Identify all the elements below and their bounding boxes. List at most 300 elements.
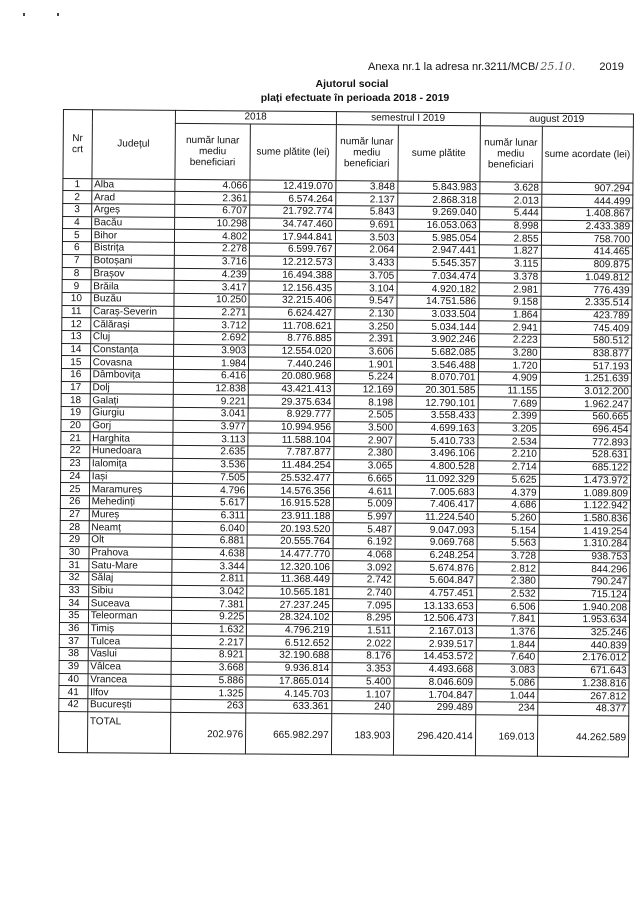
- row-2018-sume: 12.320.106: [247, 560, 333, 573]
- row-2018-beneficiari: 263: [170, 699, 246, 712]
- row-2018-beneficiari: 1.632: [171, 623, 247, 636]
- row-2018-beneficiari: 3.716: [174, 255, 250, 268]
- row-aug-sume: 1.049.812: [541, 271, 633, 284]
- row-judet: Călărași: [90, 318, 173, 331]
- row-aug-sume: 2.176.012: [538, 651, 630, 664]
- row-sem1-beneficiari: 6.665: [333, 472, 395, 485]
- row-2018-sume: 10.994.956: [248, 421, 334, 434]
- row-aug-sume: 414.465: [541, 245, 633, 258]
- row-sem1-sume: 20.301.585: [396, 384, 478, 397]
- row-judet: Prahova: [89, 546, 172, 559]
- row-nr: 38: [59, 648, 88, 661]
- row-2018-beneficiari: 4.066: [175, 179, 251, 192]
- row-judet: Timiș: [88, 622, 171, 635]
- title-line-2: plați efectuate în perioada 2018 - 2019: [260, 92, 450, 104]
- row-sem1-beneficiari: 2.505: [334, 409, 396, 422]
- row-sem1-sume: 2.939.517: [394, 638, 476, 651]
- row-sem1-beneficiari: 3.065: [333, 459, 395, 472]
- header-2018-beneficiari: număr lunar mediu beneficiari: [175, 123, 251, 180]
- row-judet: Cluj: [90, 331, 173, 344]
- row-2018-beneficiari: 2.635: [172, 445, 248, 458]
- row-nr: 35: [59, 610, 88, 623]
- row-sem1-sume: 4.699.163: [396, 422, 478, 435]
- row-2018-sume: 7.440.246: [249, 357, 335, 370]
- row-2018-beneficiari: 4.802: [174, 230, 250, 243]
- row-sem1-beneficiari: 5.400: [332, 675, 394, 688]
- total-2018-beneficiari: 202.976: [170, 712, 246, 754]
- row-2018-beneficiari: 10.298: [174, 217, 250, 230]
- row-2018-sume: 12.419.070: [250, 180, 336, 193]
- row-sem1-sume: 4.920.182: [397, 282, 479, 295]
- row-sem1-beneficiari: 2.130: [334, 307, 396, 320]
- row-2018-sume: 6.624.427: [249, 307, 335, 320]
- total-sem1-sume: 296.420.414: [393, 714, 475, 756]
- row-2018-beneficiari: 7.505: [172, 471, 248, 484]
- row-judet: Ialomița: [89, 458, 172, 471]
- row-aug-sume: 444.499: [541, 195, 633, 208]
- row-sem1-sume: 3.558.433: [396, 409, 478, 422]
- row-sem1-beneficiari: 3.848: [335, 180, 397, 193]
- row-judet: Harghita: [90, 432, 173, 445]
- total-label: TOTAL: [87, 711, 170, 753]
- row-aug-sume: 1.238.816: [538, 677, 630, 690]
- row-2018-sume: 11.368.449: [247, 573, 333, 586]
- row-judet: Teleorman: [88, 610, 171, 623]
- row-sem1-beneficiari: 5.224: [334, 371, 396, 384]
- row-sem1-sume: 4.757.451: [394, 587, 476, 600]
- annex-reference: [368, 60, 624, 73]
- row-2018-beneficiari: 2.271: [174, 306, 250, 319]
- row-2018-beneficiari: 4.638: [172, 547, 248, 560]
- row-judet: Dâmbovița: [90, 369, 173, 382]
- row-nr: 22: [61, 445, 90, 458]
- header-sem1-sume: sume plătite: [397, 125, 480, 182]
- row-2018-sume: 8.929.777: [248, 408, 334, 421]
- row-2018-beneficiari: 1.325: [171, 687, 247, 700]
- annex-year: 2019: [599, 61, 624, 73]
- row-judet: București: [87, 699, 170, 712]
- row-judet: Tulcea: [88, 635, 171, 648]
- header-group-2018: 2018: [175, 110, 336, 124]
- row-aug-beneficiari: 5.625: [477, 473, 539, 486]
- row-nr: 29: [60, 533, 89, 546]
- row-aug-beneficiari: 5.086: [476, 676, 538, 689]
- row-2018-beneficiari: 3.668: [171, 661, 247, 674]
- row-2018-beneficiari: 6.311: [172, 509, 248, 522]
- row-2018-sume: 6.512.652: [246, 636, 332, 649]
- row-judet: Brăila: [91, 280, 174, 293]
- row-aug-beneficiari: 1.844: [476, 638, 538, 651]
- row-aug-beneficiari: 3.205: [478, 423, 540, 436]
- total-aug-beneficiari: 169.013: [475, 714, 537, 755]
- row-nr: 37: [59, 635, 88, 648]
- row-nr: 3: [63, 204, 92, 217]
- row-nr: 18: [61, 394, 90, 407]
- row-2018-sume: 12.212.573: [249, 256, 335, 269]
- row-judet: Ilfov: [88, 686, 171, 699]
- row-aug-sume: 325.246: [538, 626, 630, 639]
- row-judet: Buzău: [91, 293, 174, 306]
- row-sem1-sume: 16.053.063: [397, 219, 479, 232]
- row-sem1-beneficiari: 8.295: [332, 612, 394, 625]
- row-aug-sume: 560.665: [540, 410, 632, 423]
- row-nr: 25: [60, 483, 89, 496]
- row-judet: Galați: [90, 394, 173, 407]
- row-aug-beneficiari: 234: [475, 702, 537, 715]
- row-sem1-beneficiari: 3.092: [332, 561, 394, 574]
- row-aug-sume: 1.580.836: [539, 512, 631, 525]
- row-2018-beneficiari: 3.041: [173, 407, 249, 420]
- row-aug-beneficiari: 2.941: [478, 321, 540, 334]
- row-nr: 24: [61, 470, 90, 483]
- row-nr: 1: [63, 178, 92, 191]
- row-judet: Covasna: [90, 356, 173, 369]
- row-judet: Botoșani: [91, 255, 174, 268]
- handwritten-date: 25.10.: [540, 60, 576, 73]
- row-aug-sume: 715.124: [538, 588, 630, 601]
- row-nr: 17: [61, 381, 90, 394]
- row-aug-sume: 423.789: [540, 309, 632, 322]
- row-2018-sume: 10.565.181: [247, 586, 333, 599]
- row-sem1-sume: 2.868.318: [397, 194, 479, 207]
- row-sem1-beneficiari: 3.503: [335, 231, 397, 244]
- row-sem1-beneficiari: 9.691: [335, 218, 397, 231]
- row-sem1-sume: 12.790.101: [396, 396, 478, 409]
- row-nr: 12: [62, 318, 91, 331]
- row-nr: 26: [60, 495, 89, 508]
- row-aug-beneficiari: 3.628: [479, 181, 541, 194]
- row-2018-sume: 12.554.020: [249, 345, 335, 358]
- row-aug-sume: 1.419.254: [539, 524, 631, 537]
- row-2018-sume: 4.145.703: [246, 687, 332, 700]
- row-aug-sume: 790.247: [538, 575, 630, 588]
- row-2018-beneficiari: 5.886: [171, 674, 247, 687]
- row-2018-sume: 23.911.188: [247, 510, 333, 523]
- row-2018-sume: 20.555.764: [247, 535, 333, 548]
- row-sem1-beneficiari: 1.511: [332, 624, 394, 637]
- row-sem1-beneficiari: 3.104: [335, 282, 397, 295]
- row-sem1-beneficiari: 3.500: [334, 421, 396, 434]
- row-sem1-sume: 4.493.668: [394, 663, 476, 676]
- row-aug-beneficiari: 5.260: [477, 511, 539, 524]
- row-sem1-sume: 3.033.504: [396, 308, 478, 321]
- scan-speck: [57, 13, 59, 16]
- row-sem1-beneficiari: 2.391: [334, 333, 396, 346]
- row-judet: Giurgiu: [90, 407, 173, 420]
- row-sem1-beneficiari: 1.107: [331, 688, 393, 701]
- row-sem1-beneficiari: 4.611: [333, 485, 395, 498]
- row-aug-sume: 267.812: [537, 689, 629, 702]
- row-aug-beneficiari: 3.378: [479, 270, 541, 283]
- row-2018-sume: 27.237.245: [247, 598, 333, 611]
- row-judet: Vâlcea: [88, 661, 171, 674]
- row-sem1-sume: 14.453.572: [394, 650, 476, 663]
- row-aug-sume: 517.193: [540, 360, 632, 373]
- row-sem1-beneficiari: 7.095: [332, 599, 394, 612]
- row-sem1-beneficiari: 5.009: [333, 498, 395, 511]
- row-2018-beneficiari: 2.278: [174, 243, 250, 256]
- row-aug-sume: 745.409: [540, 322, 632, 335]
- row-judet: Mureș: [89, 508, 172, 521]
- row-sem1-sume: 7.406.417: [395, 498, 477, 511]
- row-aug-beneficiari: 2.812: [476, 562, 538, 575]
- row-sem1-sume: 7.034.474: [397, 270, 479, 283]
- row-2018-beneficiari: 6.707: [174, 204, 250, 217]
- row-sem1-beneficiari: 2.137: [335, 193, 397, 206]
- row-judet: Bistrița: [91, 242, 174, 255]
- row-sem1-sume: 9.069.768: [395, 536, 477, 549]
- row-aug-sume: 844.296: [538, 563, 630, 576]
- row-nr: 13: [62, 330, 91, 343]
- row-aug-beneficiari: 2.210: [477, 448, 539, 461]
- row-2018-beneficiari: 6.040: [172, 522, 248, 535]
- title-line-1: Ajutorul social: [315, 78, 389, 90]
- row-2018-beneficiari: 7.381: [171, 598, 247, 611]
- row-aug-beneficiari: 2.532: [476, 587, 538, 600]
- row-sem1-beneficiari: 240: [331, 701, 393, 714]
- row-sem1-sume: 12.506.473: [394, 612, 476, 625]
- row-2018-sume: 17.944.841: [250, 230, 336, 243]
- row-aug-beneficiari: 2.380: [476, 575, 538, 588]
- row-sem1-beneficiari: 5.487: [333, 523, 395, 536]
- row-sem1-sume: 8.070.701: [396, 371, 478, 384]
- row-nr: 9: [62, 280, 91, 293]
- row-nr: 33: [60, 584, 89, 597]
- row-2018-beneficiari: 2.361: [174, 192, 250, 205]
- row-sem1-sume: 5.682.085: [396, 346, 478, 359]
- row-sem1-beneficiari: 2.907: [333, 434, 395, 447]
- row-aug-sume: 528.631: [539, 448, 631, 461]
- row-2018-beneficiari: 3.536: [172, 458, 248, 471]
- row-aug-beneficiari: 2.399: [478, 410, 540, 423]
- row-2018-sume: 20.080.968: [249, 370, 335, 383]
- row-nr: 15: [61, 356, 90, 369]
- row-nr: 23: [61, 457, 90, 470]
- row-judet: Satu-Mare: [89, 559, 172, 572]
- row-judet: Vaslui: [88, 648, 171, 661]
- total-nr: [58, 711, 87, 752]
- row-aug-beneficiari: 7.689: [478, 397, 540, 410]
- row-sem1-beneficiari: 3.353: [332, 662, 394, 675]
- row-aug-sume: 772.893: [539, 436, 631, 449]
- row-2018-beneficiari: 2.692: [173, 331, 249, 344]
- row-aug-beneficiari: 1.827: [479, 245, 541, 258]
- row-2018-beneficiari: 3.344: [172, 560, 248, 573]
- row-aug-sume: 1.251.639: [540, 372, 632, 385]
- scan-speck: [23, 13, 25, 16]
- row-sem1-beneficiari: 3.250: [334, 320, 396, 333]
- row-sem1-sume: 5.674.876: [394, 561, 476, 574]
- row-sem1-sume: 2.947.441: [397, 244, 479, 257]
- row-aug-beneficiari: 7.841: [476, 613, 538, 626]
- document-title: [0, 77, 634, 105]
- payments-table: [58, 109, 634, 757]
- header-group-aug-2019: august 2019: [480, 113, 633, 127]
- row-nr: 28: [60, 521, 89, 534]
- row-aug-sume: 907.294: [541, 182, 633, 195]
- row-aug-sume: 580.512: [540, 334, 632, 347]
- row-sem1-sume: 14.751.586: [396, 295, 478, 308]
- row-2018-sume: 9.936.814: [246, 662, 332, 675]
- row-aug-beneficiari: 9.158: [479, 296, 541, 309]
- header-sem1-beneficiari: număr lunar mediu beneficiari: [336, 124, 398, 180]
- row-sem1-beneficiari: 2.022: [332, 637, 394, 650]
- row-nr: 39: [59, 660, 88, 673]
- row-nr: 8: [62, 267, 91, 280]
- row-sem1-beneficiari: 8.198: [334, 396, 396, 409]
- row-nr: 30: [60, 546, 89, 559]
- row-2018-beneficiari: 3.903: [173, 344, 249, 357]
- row-aug-sume: 2.433.389: [541, 220, 633, 233]
- row-2018-beneficiari: 8.921: [171, 648, 247, 661]
- row-aug-beneficiari: 2.534: [477, 435, 539, 448]
- row-sem1-beneficiari: 9.547: [335, 295, 397, 308]
- row-judet: Iași: [89, 470, 172, 483]
- row-judet: Gorj: [90, 419, 173, 432]
- row-aug-sume: 671.643: [538, 664, 630, 677]
- header-group-sem1-2019: semestrul I 2019: [336, 112, 480, 126]
- row-2018-beneficiari: 4.239: [174, 268, 250, 281]
- row-2018-sume: 17.865.014: [246, 674, 332, 687]
- row-sem1-sume: 3.496.106: [395, 447, 477, 460]
- row-aug-beneficiari: 2.013: [479, 194, 541, 207]
- row-aug-sume: 1.962.247: [540, 398, 632, 411]
- row-aug-sume: 1.122.942: [539, 499, 631, 512]
- row-2018-sume: 43.421.413: [248, 383, 334, 396]
- total-2018-sume: 665.982.297: [246, 713, 332, 755]
- row-2018-sume: 633.361: [246, 700, 332, 713]
- row-aug-beneficiari: 5.154: [477, 524, 539, 537]
- row-sem1-beneficiari: 1.901: [334, 358, 396, 371]
- row-2018-sume: 8.776.885: [249, 332, 335, 345]
- row-nr: 40: [59, 673, 88, 686]
- row-sem1-sume: 2.167.013: [394, 625, 476, 638]
- row-aug-sume: 48.377: [537, 702, 629, 715]
- row-sem1-sume: 7.005.683: [395, 485, 477, 498]
- row-sem1-sume: 1.704.847: [393, 688, 475, 701]
- row-2018-sume: 6.599.767: [250, 243, 336, 256]
- row-nr: 10: [62, 292, 91, 305]
- row-aug-sume: 938.753: [538, 550, 630, 563]
- row-sem1-sume: 5.985.054: [397, 232, 479, 245]
- row-2018-sume: 32.190.688: [246, 649, 332, 662]
- row-aug-beneficiari: 5.563: [477, 537, 539, 550]
- row-2018-beneficiari: 5.617: [172, 496, 248, 509]
- row-nr: 2: [63, 191, 92, 204]
- row-nr: 4: [63, 216, 92, 229]
- row-aug-beneficiari: 3.728: [477, 549, 539, 562]
- row-nr: 16: [61, 368, 90, 381]
- row-sem1-sume: 5.604.847: [394, 574, 476, 587]
- row-judet: Constanța: [90, 343, 173, 356]
- row-aug-beneficiari: 6.506: [476, 600, 538, 613]
- row-aug-beneficiari: 2.855: [479, 232, 541, 245]
- row-aug-sume: 1.408.867: [541, 207, 633, 220]
- row-sem1-sume: 3.902.246: [396, 333, 478, 346]
- total-row: [58, 711, 628, 756]
- row-aug-sume: 1.473.972: [539, 474, 631, 487]
- row-judet: Mehedinți: [89, 496, 172, 509]
- row-2018-beneficiari: 12.838: [173, 382, 249, 395]
- row-nr: 31: [60, 559, 89, 572]
- row-sem1-beneficiari: 3.433: [335, 256, 397, 269]
- row-2018-beneficiari: 3.977: [173, 420, 249, 433]
- row-sem1-beneficiari: 2.742: [332, 574, 394, 587]
- row-aug-beneficiari: 1.720: [478, 359, 540, 372]
- row-nr: 42: [59, 698, 88, 711]
- total-sem1-beneficiari: 183.903: [331, 713, 393, 754]
- row-sem1-beneficiari: 2.740: [332, 586, 394, 599]
- row-judet: Neamț: [89, 521, 172, 534]
- row-nr: 14: [62, 343, 91, 356]
- row-sem1-beneficiari: 5.997: [333, 510, 395, 523]
- row-aug-beneficiari: 1.376: [476, 626, 538, 639]
- row-nr: 6: [62, 242, 91, 255]
- row-2018-sume: 4.796.219: [247, 624, 333, 637]
- row-judet: Sălaj: [88, 572, 171, 585]
- row-aug-beneficiari: 2.981: [479, 283, 541, 296]
- row-nr: 21: [61, 432, 90, 445]
- row-2018-sume: 11.708.621: [249, 319, 335, 332]
- row-aug-beneficiari: 11.155: [478, 384, 540, 397]
- row-2018-sume: 21.792.774: [250, 205, 336, 218]
- row-sem1-beneficiari: 2.380: [333, 447, 395, 460]
- row-sem1-sume: 4.800.528: [395, 460, 477, 473]
- row-nr: 36: [59, 622, 88, 635]
- header-2018-sume: sume plătite (lei): [250, 124, 336, 181]
- row-2018-beneficiari: 1.984: [173, 357, 249, 370]
- row-2018-sume: 6.574.264: [250, 192, 336, 205]
- row-judet: Hunedoara: [89, 445, 172, 458]
- row-sem1-beneficiari: 2.064: [335, 244, 397, 257]
- row-2018-beneficiari: 9.225: [171, 610, 247, 623]
- row-sem1-sume: 13.133.653: [394, 599, 476, 612]
- row-sem1-sume: 299.489: [393, 701, 475, 714]
- header-nr-crt: Nr crt: [63, 110, 92, 179]
- row-2018-sume: 29.375.634: [248, 395, 334, 408]
- row-aug-beneficiari: 4.379: [477, 486, 539, 499]
- row-aug-sume: 1.953.634: [538, 613, 630, 626]
- total-aug-sume: 44.262.589: [537, 715, 629, 757]
- row-2018-sume: 7.787.877: [248, 446, 334, 459]
- row-aug-sume: 1.940.208: [538, 601, 630, 614]
- row-aug-beneficiari: 3.083: [476, 664, 538, 677]
- row-2018-sume: 28.324.102: [247, 611, 333, 624]
- row-nr: 5: [62, 229, 91, 242]
- row-aug-sume: 685.122: [539, 461, 631, 474]
- row-sem1-sume: 5.545.357: [397, 257, 479, 270]
- row-sem1-sume: 3.546.488: [396, 358, 478, 371]
- row-2018-beneficiari: 3.113: [173, 433, 249, 446]
- row-judet: Maramureș: [89, 483, 172, 496]
- row-judet: Arad: [91, 191, 174, 204]
- row-aug-sume: 3.012.200: [540, 385, 632, 398]
- row-2018-sume: 14.477.770: [247, 548, 333, 561]
- row-aug-beneficiari: 5.444: [479, 207, 541, 220]
- header-aug-beneficiari: număr lunar mediu beneficiari: [480, 125, 542, 181]
- row-judet: Vrancea: [88, 673, 171, 686]
- row-nr: 34: [60, 597, 89, 610]
- row-2018-sume: 11.588.104: [248, 433, 334, 446]
- row-2018-beneficiari: 3.712: [173, 319, 249, 332]
- row-aug-beneficiari: 4.686: [477, 499, 539, 512]
- row-aug-beneficiari: 8.998: [479, 220, 541, 233]
- row-sem1-beneficiari: 12.169: [334, 383, 396, 396]
- row-aug-sume: 1.089.809: [539, 486, 631, 499]
- row-2018-sume: 32.215.406: [249, 294, 335, 307]
- row-aug-beneficiari: 1.864: [478, 308, 540, 321]
- row-judet: Alba: [92, 178, 175, 191]
